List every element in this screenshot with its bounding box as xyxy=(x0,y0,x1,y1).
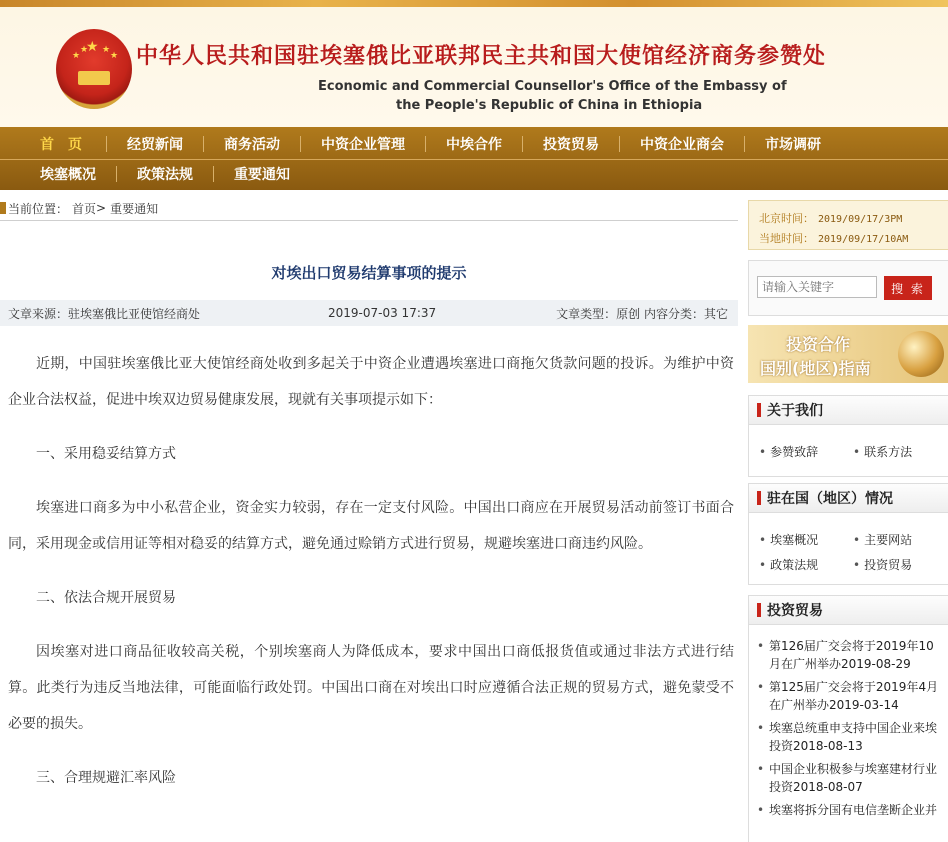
panel-marker-icon xyxy=(757,403,761,417)
star-icon: ★ xyxy=(72,51,81,61)
article-paragraph: 埃塞进口商多为中小私营企业，资金实力较弱，存在一定支付风险。中国出口商应在开展贸易活动前签订书面合同，采用现金或信用证等相对稳妥的结算方式，避免通过赊销方式进行贸易，规避埃塞进口商违约风险。 xyxy=(8,500,734,552)
time-panel xyxy=(748,200,948,250)
about-panel-header xyxy=(749,396,948,425)
nav-notices[interactable]: 重要通知 xyxy=(234,167,290,183)
tiananmen-icon xyxy=(78,71,110,85)
link-contact[interactable]: • 联系方法 xyxy=(853,443,912,460)
nav-ethiopia-overview[interactable]: 埃塞概况 xyxy=(40,167,96,183)
beijing-time xyxy=(759,210,902,226)
breadcrumb-current-link[interactable]: 重要通知 xyxy=(110,201,159,216)
news-item[interactable]: • 中国企业积极参与埃塞建材行业投资2018-08-07 xyxy=(757,760,945,796)
local-time xyxy=(759,230,908,246)
panel-marker-icon xyxy=(757,491,761,505)
globe-icon xyxy=(898,331,944,377)
nav-policy[interactable]: 政策法规 xyxy=(137,167,193,183)
link-investment-trade[interactable]: • 投资贸易 xyxy=(853,556,912,573)
beijing-time-label: 北京时间： xyxy=(759,212,814,225)
nav-chamber[interactable]: 中资企业商会 xyxy=(640,137,724,153)
nav-enterprise-mgmt[interactable]: 中资企业管理 xyxy=(321,137,405,153)
article-paragraph: 近期，中国驻埃塞俄比亚大使馆经商处收到多起关于中资企业遭遇埃塞进口商拖欠货款问题的投诉。为维护中资企业合法权益，促进中埃双边贸易健康发展，现就有关事项提示如下： xyxy=(8,356,734,408)
breadcrumb-label: 当前位置： xyxy=(8,201,69,216)
article-title: 对埃出口贸易结算事项的提示 xyxy=(271,264,467,282)
article-paragraph: 因埃塞对进口商品征收较高关税，个别埃塞商人为降低成本，要求中国出口商低报货值或通过非法方式进行结算。此类行为违反当地法律，可能面临行政处罚。中国出口商在对埃出口时应遵循合法正规的贸易方式，避免蒙受不必要的损失。 xyxy=(8,644,734,732)
local-time-value: 2019/09/17/10AM xyxy=(818,234,909,245)
site-title-en-line2: the People's Republic of China in Ethiopia xyxy=(396,98,703,113)
search-button[interactable]: 搜 索 xyxy=(884,276,932,300)
beijing-time-value: 2019/09/17/3PM xyxy=(818,214,903,225)
news-item[interactable]: • 第126届广交会将于2019年10月在广州举办2019-08-29 xyxy=(757,637,945,673)
nav-home[interactable]: 首 页 xyxy=(40,137,82,153)
article-date: 2019-07-03 17:37 xyxy=(328,306,437,320)
main-nav xyxy=(0,127,948,190)
article-type: 文章类型：原创 内容分类：其它 xyxy=(556,306,728,321)
star-icon: ★ xyxy=(102,45,111,55)
link-policy[interactable]: • 政策法规 xyxy=(759,556,818,573)
link-counsellor-message[interactable]: • 参赞致辞 xyxy=(759,443,818,460)
trade-panel-header xyxy=(749,596,948,625)
star-icon: ★ xyxy=(80,45,89,55)
trade-news-list xyxy=(749,625,948,819)
nav-market-research[interactable]: 市场调研 xyxy=(765,137,821,153)
trade-panel-title: 投资贸易 xyxy=(767,603,823,619)
article-section-heading: 二、依法合规开展贸易 xyxy=(36,590,176,606)
site-title-en-line1: Economic and Commercial Counsellor's Office of the Embassy of xyxy=(318,79,787,94)
star-icon: ★ xyxy=(86,39,99,55)
national-emblem-icon xyxy=(56,29,132,109)
breadcrumb-home-link[interactable]: 首页 xyxy=(72,201,97,216)
star-icon: ★ xyxy=(110,51,119,61)
link-main-websites[interactable]: • 主要网站 xyxy=(853,531,912,548)
country-panel-header xyxy=(749,484,948,513)
banner-line1: 投资合作 xyxy=(786,335,851,354)
local-time-label: 当地时间： xyxy=(759,232,814,245)
site-header xyxy=(0,7,948,127)
news-item[interactable]: • 埃塞总统重申支持中国企业来埃投资2018-08-13 xyxy=(757,719,945,755)
link-ethiopia-overview[interactable]: • 埃塞概况 xyxy=(759,531,818,548)
investment-guide-banner[interactable] xyxy=(748,325,948,383)
trade-panel xyxy=(748,595,948,842)
nav-trade-news[interactable]: 经贸新闻 xyxy=(127,137,183,153)
search-panel xyxy=(748,260,948,316)
about-panel xyxy=(748,395,948,477)
panel-marker-icon xyxy=(757,603,761,617)
news-item[interactable]: • 埃塞将拆分国有电信垄断企业并 xyxy=(757,801,945,819)
nav-business-events[interactable]: 商务活动 xyxy=(224,137,280,153)
article-source: 文章来源：驻埃塞俄比亚使馆经商处 xyxy=(8,306,201,321)
site-title-cn: 中华人民共和国驻埃塞俄比亚联邦民主共和国大使馆经济商务参赞处 xyxy=(136,44,827,69)
nav-row-1 xyxy=(0,129,841,159)
breadcrumb-separator: > xyxy=(96,201,107,215)
breadcrumb xyxy=(0,196,738,221)
article-meta-bar xyxy=(0,300,738,326)
country-panel xyxy=(748,483,948,585)
nav-row-2 xyxy=(0,159,310,189)
nav-investment-trade[interactable]: 投资贸易 xyxy=(543,137,599,153)
search-input[interactable] xyxy=(757,276,877,298)
article-section-heading: 一、采用稳妥结算方式 xyxy=(36,446,176,462)
article-body xyxy=(8,346,734,796)
news-item[interactable]: • 第125届广交会将于2019年4月在广州举办2019-03-14 xyxy=(757,678,945,714)
nav-cooperation[interactable]: 中埃合作 xyxy=(446,137,502,153)
about-panel-title: 关于我们 xyxy=(767,403,823,419)
banner-line2: 国别(地区)指南 xyxy=(760,359,871,378)
article-section-heading: 三、合理规避汇率风险 xyxy=(36,770,176,786)
breadcrumb-marker-icon xyxy=(0,202,6,214)
country-panel-title: 驻在国（地区）情况 xyxy=(767,491,893,507)
top-decor-strip xyxy=(0,0,948,7)
